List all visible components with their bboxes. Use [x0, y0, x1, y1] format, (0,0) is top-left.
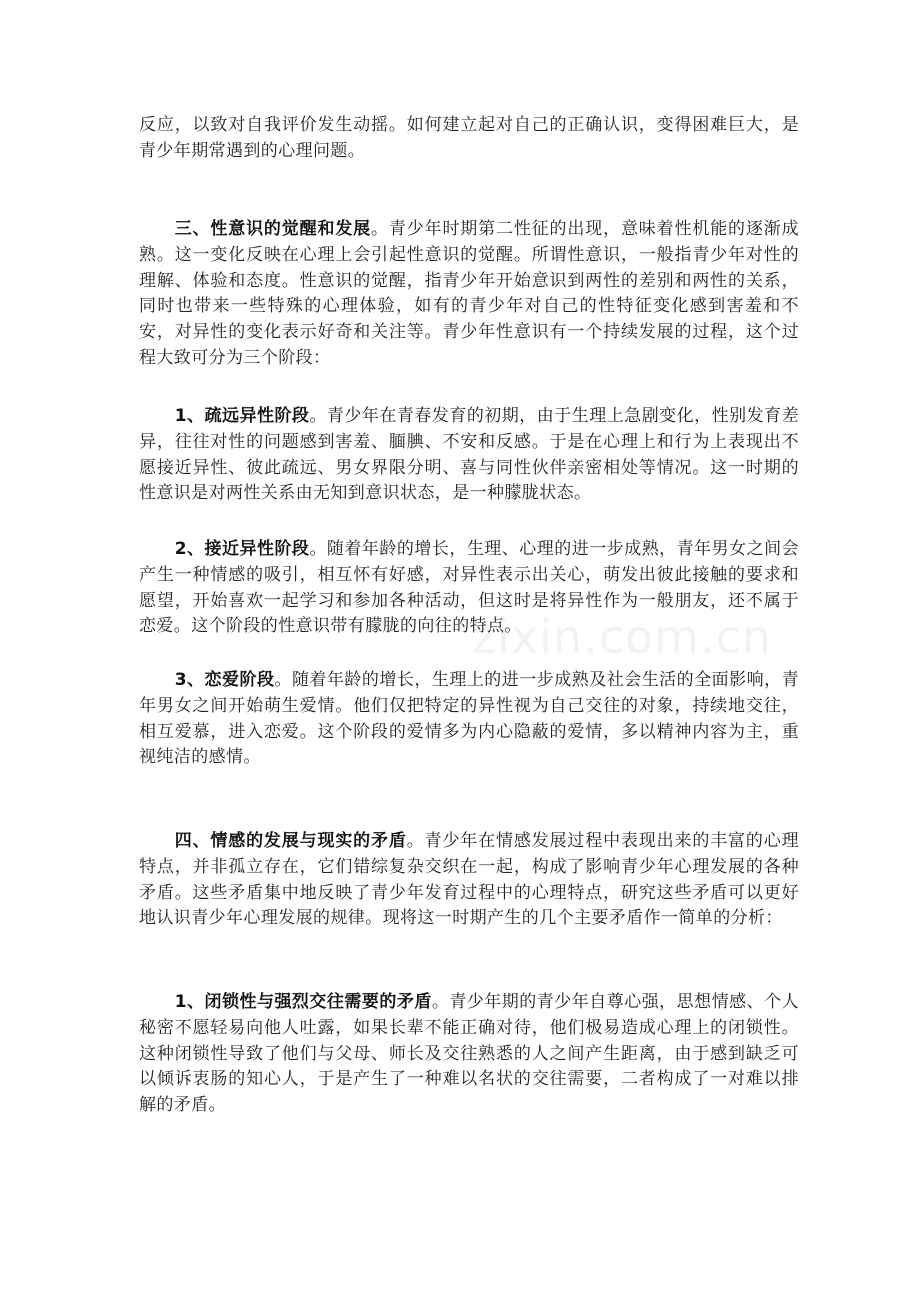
paragraph-text: 。青少年时期第二性征的出现，意味着性机能的逐渐成熟。这一变化反映在心理上会引起性意识的觉醒。所谓性意识，一般指青少年对性的理解、体验和态度。性意识的觉醒，指青少年开始意识到两性的差别和两性的关系，同时也带来一些特殊的心理体验，如有的青少年对自己的性特征变化感到害羞和不安，对异性的变化表示好奇和关注等。青少年性意识有一个持续发展的过程，这个过程大致可分为三个阶段：	[139, 219, 799, 368]
section-four-paragraph	[139, 829, 799, 932]
contradiction-heading: 1、闭锁性与强烈交往需要的矛盾	[174, 992, 432, 1012]
stage-heading: 3、恋爱阶段	[174, 670, 275, 690]
contradiction-one-paragraph	[139, 990, 799, 1119]
paragraph-text: 。随着年龄的增长，生理、心理的进一步成熟，青年男女之间会产生一种情感的吸引，相互怀有好感，对异性表示出关心，萌发出彼此接触的要求和愿望，开始喜欢一起学习和参加各种活动，但这时是将异性作为一般朋友，还不属于恋爱。这个阶段的性意识带有朦胧的向往的特点。	[139, 539, 799, 637]
paragraph-text: 。青少年期的青少年自尊心强，思想情感、个人秘密不愿轻易向他人吐露，如果长辈不能正确对待，他们极易造成心理上的闭锁性。这种闭锁性导致了他们与父母、师长及交往熟悉的人之间产生距离，由于感到缺乏可以倾诉衷肠的知心人，于是产生了一种难以名状的交往需要，二者构成了一对难以排解的矛盾。	[139, 992, 800, 1116]
section-heading: 四、情感的发展与现实的矛盾	[174, 831, 407, 851]
section-heading: 三、性意识的觉醒和发展	[174, 219, 372, 239]
paragraph-continuation	[139, 113, 799, 165]
paragraph-text: 反应，以致对自我评价发生动摇。如何建立起对自己的正确认识，变得困难巨大，是青少年期常遇到的心理问题。	[139, 115, 799, 161]
stage-heading: 1、疏远异性阶段	[174, 406, 310, 426]
section-three-paragraph	[139, 217, 799, 372]
stage-heading: 2、接近异性阶段	[174, 539, 310, 559]
paragraph-text: 。青少年在情感发展过程中表现出来的丰富的心理特点，并非孤立存在，它们错综复杂交织在一起，构成了影响青少年心理发展的各种矛盾。这些矛盾集中地反映了青少年发育过程中的心理特点，研究这些矛盾可以更好地认识青少年心理发展的规律。现将这一时期产生的几个主要矛盾作一简单的分析：	[139, 831, 799, 929]
paragraph-text: 。青少年在青春发育的初期，由于生理上急剧变化，性别发育差异，往往对性的问题感到害羞、腼腆、不安和反感。于是在心理上和行为上表现出不愿接近异性、彼此疏远、男女界限分明、喜与同性伙伴亲密相处等情况。这一时期的性意识是对两性关系由无知到意识状态，是一种朦胧状态。	[139, 406, 799, 504]
stage-three-paragraph	[139, 668, 799, 771]
document-page	[139, 0, 799, 1302]
paragraph-text: 。随着年龄的增长，生理上的进一步成熟及社会生活的全面影响，青年男女之间开始萌生爱情。他们仅把特定的异性视为自己交往的对象，持续地交往，相互爱慕，进入恋爱。这个阶段的爱情多为内心隐蔽的爱情，多以精神内容为主，重视纯洁的感情。	[139, 670, 800, 768]
stage-two-paragraph	[139, 537, 799, 640]
watermark-text: zixin.com.cn	[472, 610, 773, 664]
stage-one-paragraph	[139, 404, 799, 507]
